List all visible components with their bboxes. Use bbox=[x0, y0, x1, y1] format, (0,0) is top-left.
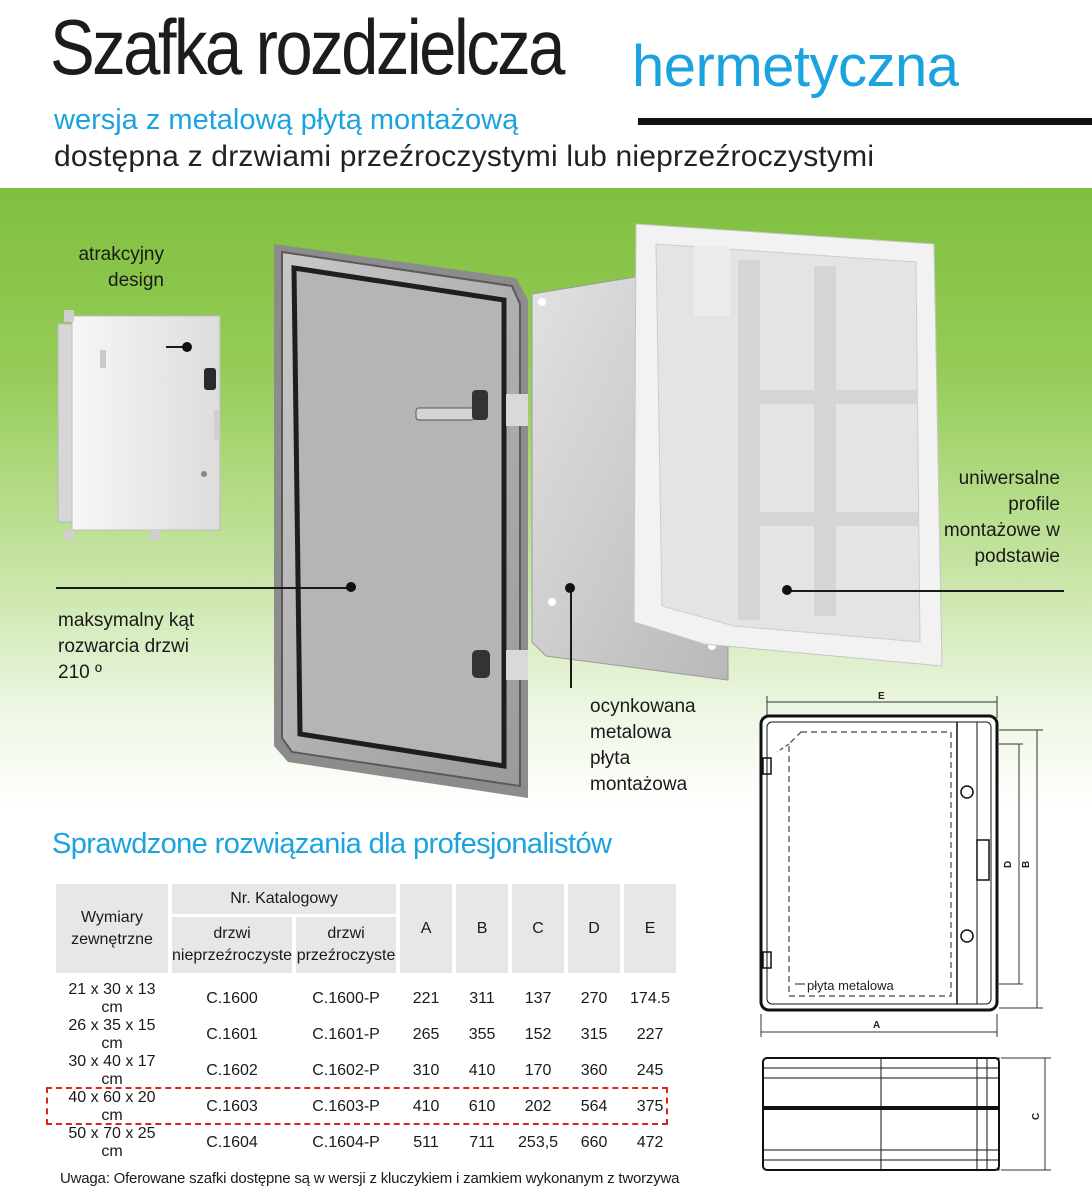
cell-dimensions: 26 x 35 x 15 cm bbox=[68, 1017, 156, 1052]
subtitle-availability: dostępna z drzwiami przeźroczystymi lub nieprzeźroczystymi bbox=[54, 140, 875, 173]
header-opaque: drzwi nieprzeźroczyste bbox=[172, 914, 292, 973]
cell-c: 170 bbox=[524, 1062, 552, 1079]
table-row bbox=[56, 1053, 676, 1089]
cell-c: 253,5 bbox=[518, 1134, 559, 1151]
cell-opaque: C.1601 bbox=[206, 1026, 258, 1043]
cell-a: 310 bbox=[412, 1062, 440, 1079]
dot-angle bbox=[346, 582, 356, 592]
leader-angle bbox=[56, 587, 352, 589]
highlight-row-marker bbox=[46, 1087, 668, 1125]
page-title: Szafka rozdzielcza bbox=[50, 3, 563, 91]
cell-opaque: C.1604 bbox=[206, 1134, 258, 1151]
cell-b: 711 bbox=[469, 1134, 495, 1151]
cell-e: 245 bbox=[636, 1062, 664, 1079]
front-view-drawing bbox=[745, 688, 1045, 1038]
dim-b-label: B bbox=[1021, 860, 1032, 868]
dot-design bbox=[182, 342, 192, 352]
cell-d: 660 bbox=[580, 1134, 608, 1151]
cell-a: 410 bbox=[412, 1098, 440, 1115]
callout-design: atrakcyjny design bbox=[78, 244, 164, 291]
cell-e: 375 bbox=[636, 1098, 664, 1115]
cell-c: 152 bbox=[524, 1026, 552, 1043]
cell-transparent: C.1602-P bbox=[312, 1062, 380, 1079]
table-row bbox=[56, 1017, 676, 1053]
cell-d: 315 bbox=[580, 1026, 608, 1043]
cell-b: 410 bbox=[468, 1062, 496, 1079]
header-e: E bbox=[624, 884, 676, 973]
footnote: Uwaga: Oferowane szafki dostępne są w wersji z kluczykiem i zamkiem wykonanym z tworzywa bbox=[60, 1170, 680, 1187]
callout-angle: maksymalny kąt rozwarcia drzwi 210 º bbox=[58, 610, 195, 683]
cell-b: 610 bbox=[468, 1098, 496, 1115]
cell-a: 221 bbox=[412, 990, 440, 1007]
section-heading: Sprawdzone rozwiązania dla profesjonalistów bbox=[52, 828, 612, 860]
cell-e: 227 bbox=[636, 1026, 664, 1043]
cell-dimensions: 40 x 60 x 20 cm bbox=[68, 1089, 156, 1124]
cell-dimensions: 30 x 40 x 17 cm bbox=[68, 1053, 156, 1088]
cell-a: 265 bbox=[412, 1026, 440, 1043]
cell-transparent: C.1600-P bbox=[312, 990, 380, 1007]
dim-c-label: C bbox=[1031, 1112, 1042, 1120]
closed-cabinet-image bbox=[54, 310, 234, 542]
cell-a: 511 bbox=[413, 1134, 439, 1151]
cabinet-base-image bbox=[634, 222, 946, 668]
dot-profiles bbox=[782, 585, 792, 595]
header-transparent: drzwi przeźroczyste bbox=[296, 914, 396, 973]
cell-transparent: C.1601-P bbox=[312, 1026, 380, 1043]
cell-b: 355 bbox=[468, 1026, 496, 1043]
cell-b: 311 bbox=[469, 990, 495, 1007]
header-b: B bbox=[456, 884, 508, 973]
cell-opaque: C.1603 bbox=[206, 1098, 258, 1115]
header-catalog: Nr. Katalogowy bbox=[172, 884, 396, 914]
cell-dimensions: 50 x 70 x 25 cm bbox=[68, 1125, 156, 1160]
cell-opaque: C.1602 bbox=[206, 1062, 258, 1079]
cell-d: 270 bbox=[580, 990, 608, 1007]
dim-a-label: A bbox=[873, 1020, 881, 1031]
cell-transparent: C.1603-P bbox=[312, 1098, 380, 1115]
header-c: C bbox=[512, 884, 564, 973]
dim-e-label: E bbox=[878, 691, 885, 702]
header-a: A bbox=[400, 884, 452, 973]
leader-profiles bbox=[786, 590, 1064, 592]
cell-e: 174.5 bbox=[630, 990, 671, 1007]
subtitle-version: wersja z metalową płytą montażową bbox=[54, 104, 519, 136]
side-view-drawing bbox=[755, 1050, 1055, 1180]
cell-e: 472 bbox=[636, 1134, 664, 1151]
cell-opaque: C.1600 bbox=[206, 990, 258, 1007]
cell-c: 202 bbox=[524, 1098, 552, 1115]
table-row bbox=[56, 1125, 676, 1161]
cell-transparent: C.1604-P bbox=[312, 1134, 380, 1151]
transparent-door-image bbox=[266, 238, 536, 806]
dot-plate bbox=[565, 583, 575, 593]
header-dimensions: Wymiary zewnętrzne bbox=[56, 884, 168, 973]
cell-c: 137 bbox=[524, 990, 552, 1007]
title-underline bbox=[638, 118, 1092, 125]
page-title-accent: hermetyczna bbox=[632, 34, 959, 99]
plate-label: płyta metalowa bbox=[807, 978, 894, 993]
cell-d: 564 bbox=[580, 1098, 608, 1115]
header-d: D bbox=[568, 884, 620, 973]
cell-d: 360 bbox=[580, 1062, 608, 1079]
table-row bbox=[56, 973, 676, 1017]
cell-dimensions: 21 x 30 x 13 cm bbox=[68, 981, 156, 1016]
callout-profiles: uniwersalne profile montażowe w podstawie bbox=[943, 468, 1060, 567]
leader-plate bbox=[570, 588, 572, 688]
callout-plate: ocynkowana metalowa płyta montażowa bbox=[590, 696, 696, 795]
dim-d-label: D bbox=[1003, 860, 1014, 868]
